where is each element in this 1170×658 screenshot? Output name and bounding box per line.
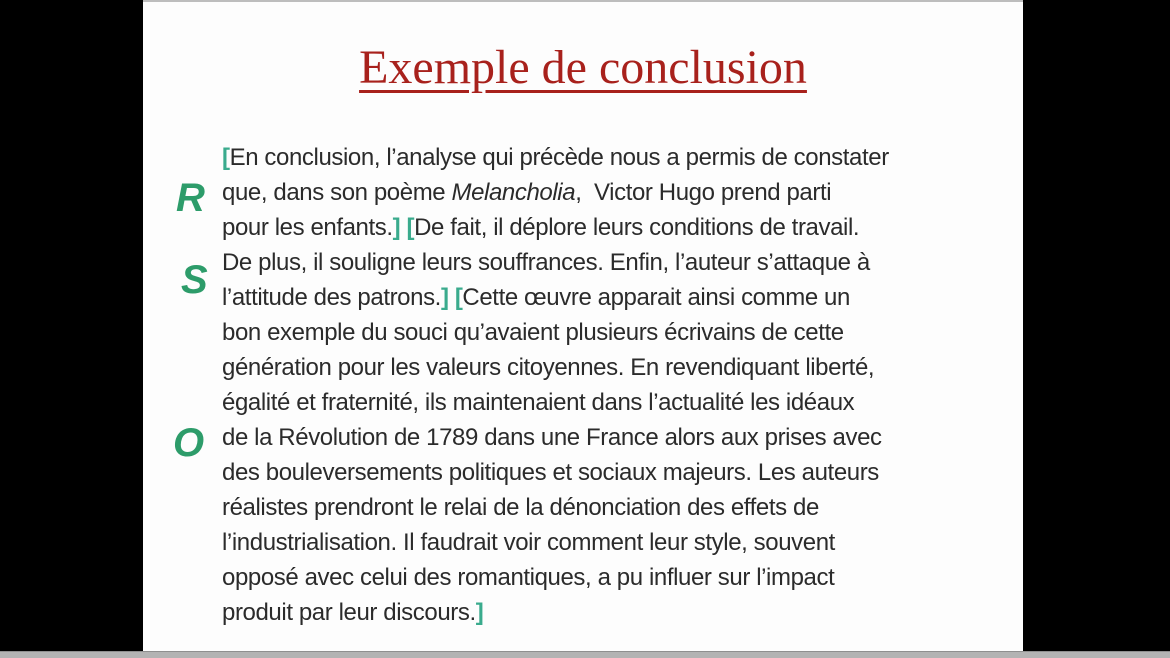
text-segment: Cette œuvre apparait ainsi comme un: [462, 284, 850, 311]
text-line: [222, 525, 1017, 560]
bracket: ]: [440, 284, 449, 311]
text-segment: l’attitude des patrons.: [222, 284, 441, 311]
text-line: [222, 385, 1017, 420]
slide-title: Exemple de conclusion: [359, 41, 807, 94]
slide: [143, 0, 1023, 651]
text-line: [222, 280, 1017, 315]
bracket: [: [406, 214, 415, 241]
margin-letter-s: S: [181, 258, 208, 302]
text-line: [222, 140, 1017, 175]
bottom-strip: [0, 651, 1170, 658]
text-segment: pour les enfants.: [222, 214, 393, 241]
text-segment: opposé avec celui des romantiques, a pu influer sur l’impact: [222, 564, 835, 591]
letterbox-left: [0, 0, 143, 658]
text-segment: bon exemple du souci qu’avaient plusieurs écrivains de cette: [222, 319, 844, 346]
text-segment: des bouleversements politiques et sociaux majeurs. Les auteurs: [222, 459, 879, 486]
text-segment: réalistes prendront le relai de la dénonciation des effets de: [222, 494, 819, 521]
conclusion-paragraph: [222, 140, 1017, 630]
text-line: [222, 315, 1017, 350]
letterbox-right: [1023, 0, 1170, 658]
bracket: ]: [392, 214, 401, 241]
text-segment: de la Révolution de 1789 dans une France alors aux prises avec: [222, 424, 882, 451]
text-line: [222, 210, 1017, 245]
text-line: [222, 455, 1017, 490]
bracket: [: [222, 144, 230, 171]
text-segment: génération pour les valeurs citoyennes. En revendiquant liberté,: [222, 354, 875, 381]
text-line: [222, 560, 1017, 595]
bracket: ]: [475, 599, 484, 626]
text-segment: produit par leur discours.: [222, 599, 476, 626]
margin-letter-o: O: [173, 421, 205, 465]
text-segment: égalité et fraternité, ils maintenaient dans l’actualité les idéaux: [222, 389, 855, 416]
text-segment: De fait, il déplore leurs conditions de travail.: [414, 214, 860, 241]
text-line: [222, 595, 1017, 630]
bracket: [: [454, 284, 463, 311]
text-line: [222, 175, 1017, 210]
text-line: [222, 490, 1017, 525]
text-segment: En conclusion, l’analyse qui précède nous a permis de constater: [229, 144, 889, 171]
text-line: [222, 245, 1017, 280]
text-segment: Melancholia: [451, 179, 576, 206]
text-line: [222, 350, 1017, 385]
text-segment: que, dans son poème: [222, 179, 452, 206]
text-segment: l’industrialisation. Il faudrait voir comment leur style, souvent: [222, 529, 835, 556]
text-line: [222, 420, 1017, 455]
margin-letter-r: R: [176, 176, 205, 220]
text-segment: De plus, il souligne leurs souffrances. Enfin, l’auteur s’attaque à: [222, 249, 870, 276]
text-segment: , Victor Hugo prend parti: [575, 179, 832, 206]
